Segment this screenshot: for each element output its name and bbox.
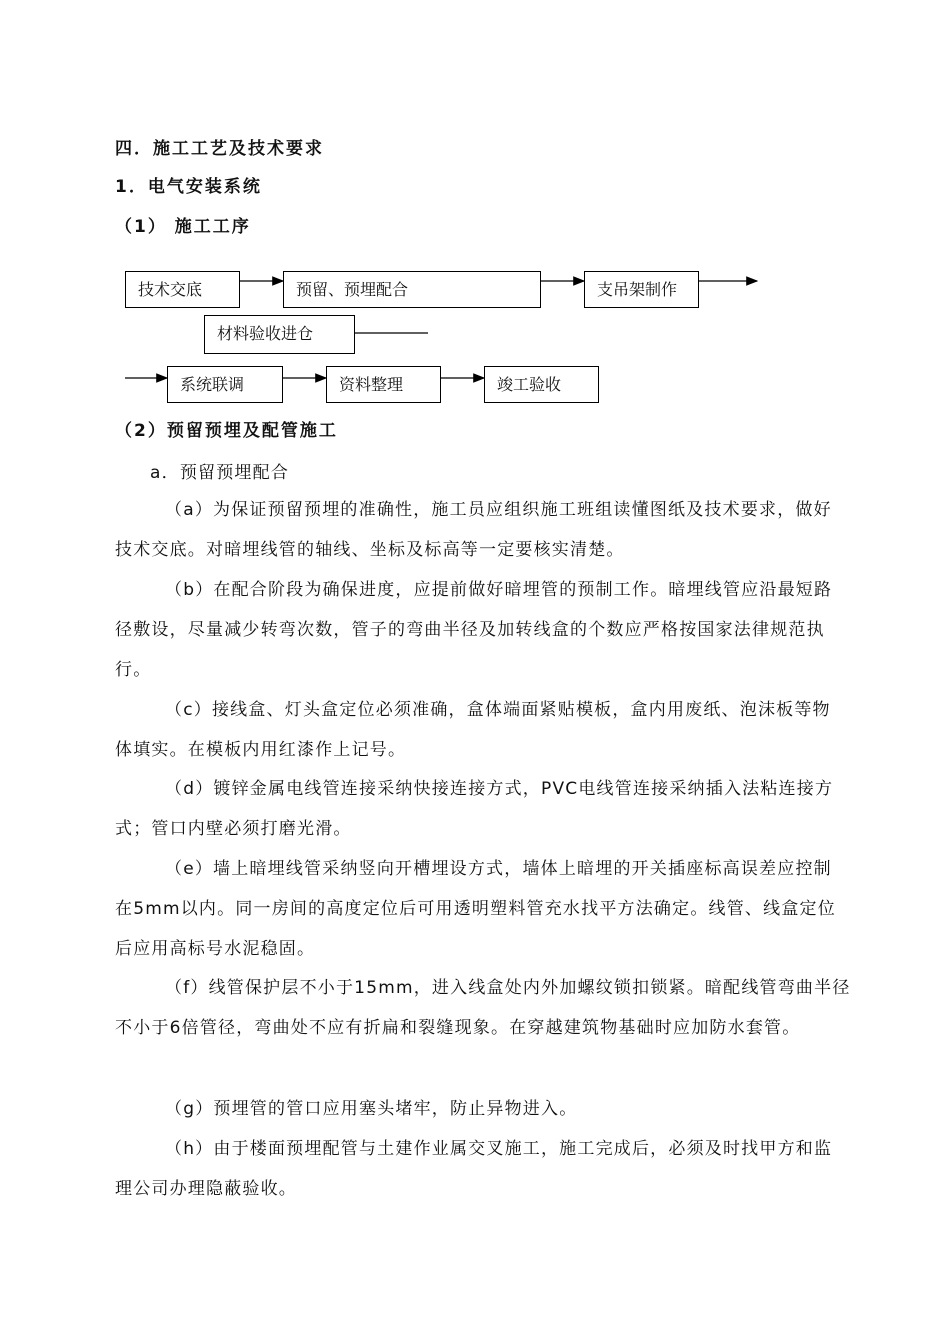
flow-box-reserve-embed: 预留、预埋配合	[283, 271, 541, 308]
paragraph-line: （d）镀锌金属电线管连接采纳快接连接方式，PVC电线管连接采纳插入法粘连接方	[165, 779, 834, 799]
flow-box-completion-acceptance: 竣工验收	[484, 366, 599, 403]
paragraph-line: 后应用高标号水泥稳固。	[115, 939, 316, 959]
paragraph-line: 体填实。在模板内用红漆作上记号。	[115, 740, 407, 760]
paragraph-line: 径敷设，尽量减少转弯次数，管子的弯曲半径及加转线盒的个数应严格按国家法律规范执	[115, 620, 825, 640]
paragraph-line: 式；管口内壁必须打磨光滑。	[115, 819, 352, 839]
paragraph-a	[115, 490, 875, 570]
paragraph-line: 技术交底。对暗埋线管的轴线、坐标及标高等一定要核实清楚。	[115, 540, 625, 560]
paragraph-line: （a）为保证预留预埋的准确性，施工员应组织施工班组读懂图纸及技术要求，做好	[165, 500, 832, 520]
flow-box-support-frame: 支吊架制作	[584, 271, 699, 308]
item-heading-a: a．预留预埋配合	[150, 463, 290, 483]
paragraph-f	[115, 968, 875, 1048]
flow-box-documentation: 资料整理	[326, 366, 441, 403]
paragraph-h	[115, 1129, 875, 1209]
subsection-heading: 1．电气安装系统	[115, 177, 262, 197]
paragraph-c	[115, 690, 875, 770]
flow-connectors	[0, 0, 950, 420]
section-heading: 四．施工工艺及技术要求	[115, 139, 324, 159]
paragraph-line: 在5mm以内。同一房间的高度定位后可用透明塑料管充水找平方法确定。线管、线盒定位	[115, 899, 836, 919]
paragraph-line: 不小于6倍管径，弯曲处不应有折扁和裂缝现象。在穿越建筑物基础时应加防水套管。	[115, 1018, 801, 1038]
flow-box-tech-briefing: 技术交底	[125, 271, 240, 308]
flow-box-material-check: 材料验收进仓	[204, 315, 355, 354]
paragraph-line: 理公司办理隐蔽验收。	[115, 1179, 297, 1199]
paragraph-line: （g）预埋管的管口应用塞头堵牢，防止异物进入。	[165, 1099, 578, 1119]
paragraph-line: 行。	[115, 660, 152, 680]
paragraph-line: （e）墙上暗埋线管采纳竖向开槽埋设方式，墙体上暗埋的开关插座标高误差应控制	[165, 859, 832, 879]
flow-box-system-test: 系统联调	[167, 366, 283, 403]
paragraph-line: （b）在配合阶段为确保进度，应提前做好暗埋管的预制工作。暗埋线管应沿最短路	[165, 580, 833, 600]
paragraph-line: （h）由于楼面预埋配管与土建作业属交叉施工，施工完成后，必须及时找甲方和监	[165, 1139, 833, 1159]
paragraph-e	[115, 849, 875, 969]
paragraph-g	[115, 1089, 875, 1129]
paragraph-b	[115, 570, 875, 690]
step-heading-1: （1） 施工工序	[115, 217, 251, 237]
step-heading-2: （2）预留预埋及配管施工	[115, 421, 338, 441]
paragraph-d	[115, 769, 875, 849]
paragraph-line: （f）线管保护层不小于15mm，进入线盒处内外加螺纹锁扣锁紧。暗配线管弯曲半径	[165, 978, 851, 998]
paragraph-line: （c）接线盒、灯头盒定位必须准确，盒体端面紧贴模板，盒内用废纸、泡沫板等物	[165, 700, 831, 720]
